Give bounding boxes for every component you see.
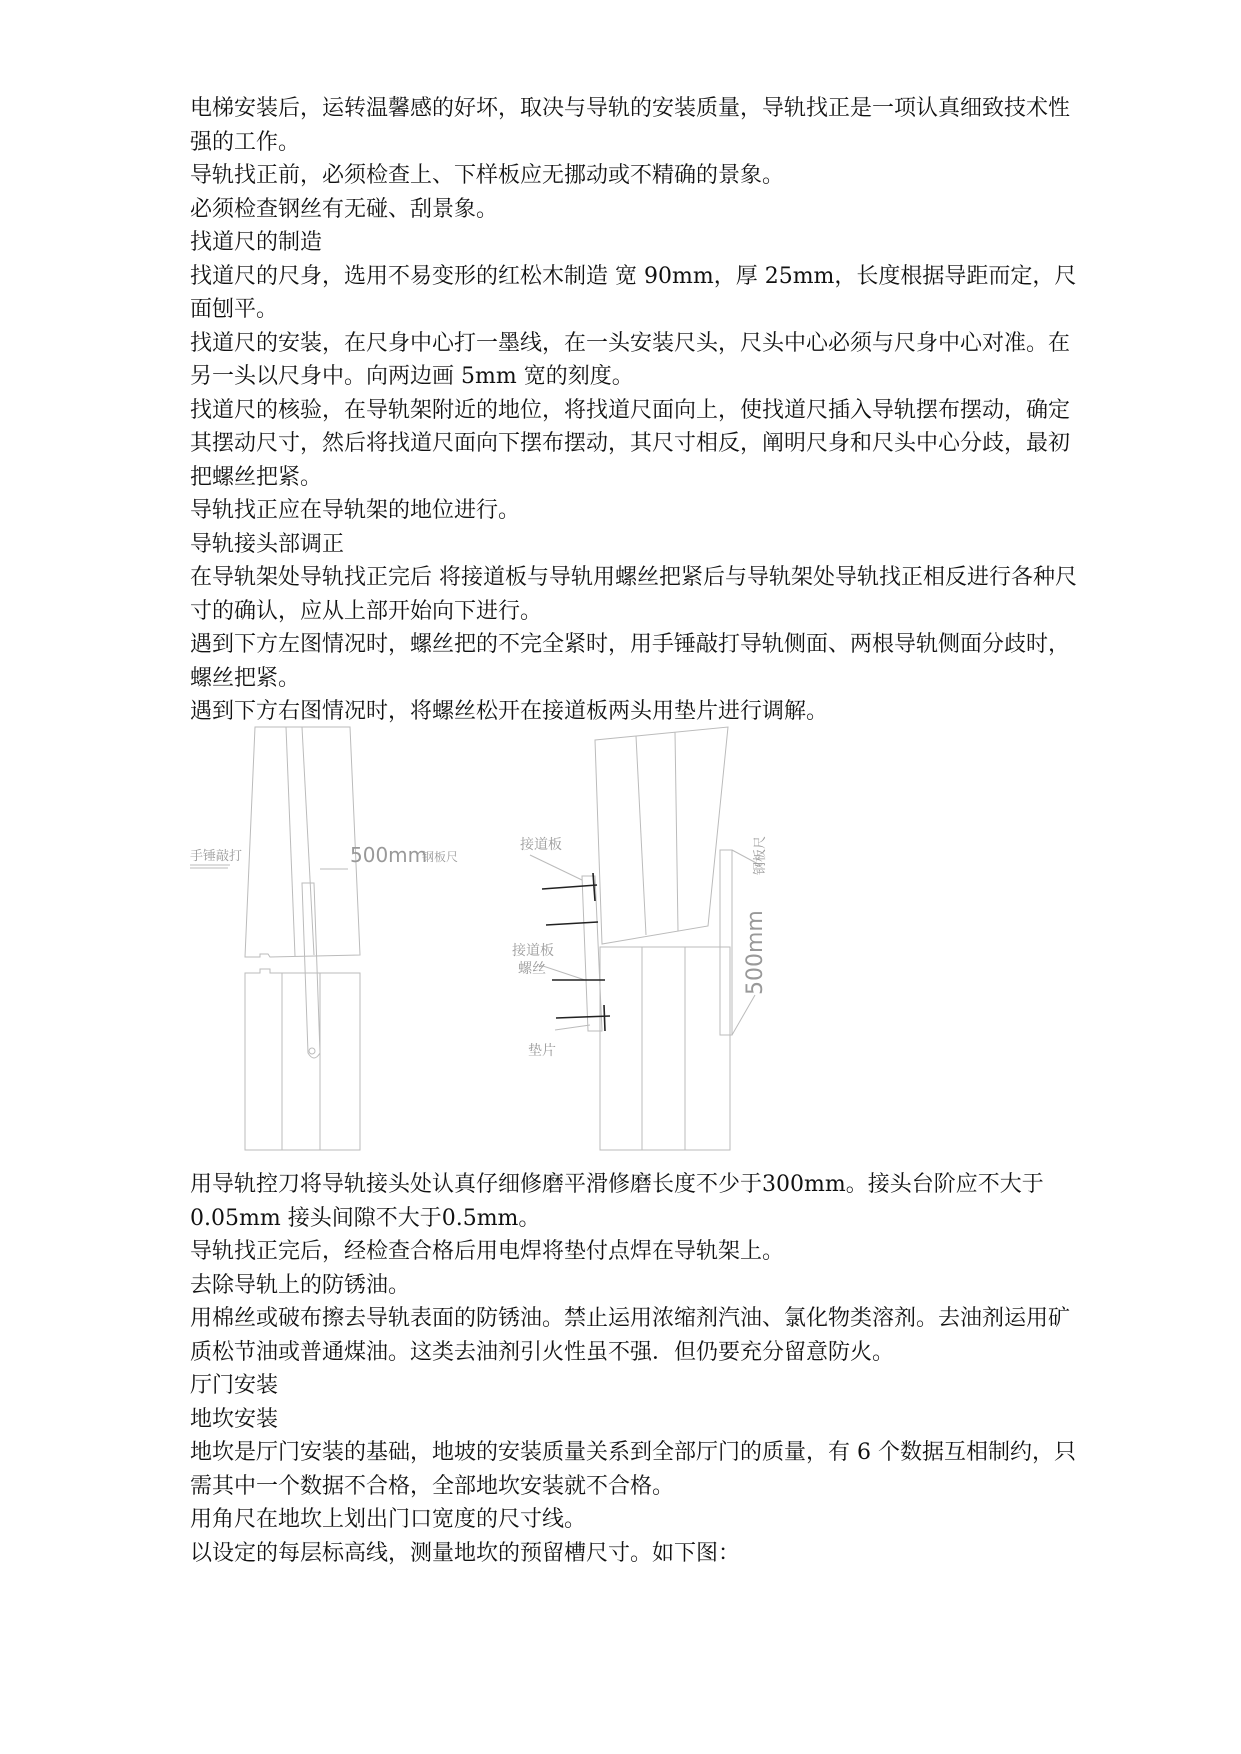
text-section-bottom [190,1168,1080,1570]
right-diagram [530,727,760,1150]
paragraph: 找道尺的核验，在导轨架附近的地位，将找道尺面向上，使找道尺插入导轨摆布摆动，确定其摆动尺寸，然后将找道尺面向下摆布摆动，其尺寸相反，阐明尺身和尺头中心分歧，最初把螺丝把紧。 [190,397,1071,490]
paragraph: 找道尺的尺身，选用不易变形的红松木制造 宽 90mm，厚 25mm，长度根据导距而定，尺面刨平。 [190,263,1077,322]
paragraph: 用角尺在地坎上划出门口宽度的尺寸线。 [190,1507,587,1532]
section-heading: 地坎安装 [190,1406,279,1432]
section-heading: 导轨接头部调正 [190,531,345,557]
paragraph: 必须检查钢丝有无碰、刮景象。 [190,196,499,222]
paragraph: 找道尺的安装，在尺身中心打一墨线，在一头安装尺头，尺头中心必须与尺身中心对准。在另一头以尺身中。向两边画 5mm 宽的刻度。 [190,330,1071,389]
rail-joint-diagram [190,725,1080,1165]
hammer-label: 手锤敲打 [190,849,243,864]
shim-label: 垫片 [528,1043,556,1059]
paragraph: 导轨找正完后，经检查合格后用电焊将垫付点焊在导轨架上。 [190,1239,785,1264]
right-ruler-name-label: 钢板尺 [753,835,768,875]
left-ruler-name-label: 钢板尺 [422,850,459,864]
paragraph: 遇到下方左图情况时，螺丝把的不完全紧时，用手锤敲打导轨侧面、两根导轨侧面分歧时，螺丝把紧。 [190,632,1071,691]
rail-joint-figure [190,725,1080,1165]
left-diagram [190,727,360,1150]
section-heading: 找道尺的制造 [190,230,323,255]
paragraph: 导轨找正应在导轨架的地位进行。 [190,498,521,523]
joint-plate-label: 接道板 [520,837,562,853]
paragraph: 遇到下方右图情况时，将螺丝松开在接道板两头用垫片进行调解。 [190,699,829,724]
paragraph: 电梯安装后，运转温馨感的好坏，取决与导轨的安装质量，导轨找正是一项认真细致技术性强的工作。 [190,96,1071,155]
section-heading: 去除导轨上的防锈油。 [190,1272,411,1298]
left-ruler-size-label: 500mm [350,843,428,867]
text-section-top [190,92,1080,729]
paragraph: 导轨找正前，必须检查上、下样板应无挪动或不精确的景象。 [190,163,785,188]
joint-plate-label-2: 接道板 [512,943,554,959]
right-ruler-size-label: 500mm [743,910,768,995]
paragraph: 用棉丝或破布擦去导轨表面的防锈油。禁止运用浓缩剂汽油、氯化物类溶剂。去油剂运用矿质松节油或普通煤油。这类去油剂引火性虽不强．但仍要充分留意防火。 [190,1306,1071,1365]
bolt-label: 螺丝 [518,961,546,977]
paragraph: 地坎是厅门安装的基础，地坡的安装质量关系到全部厅门的质量，有 6 个数据互相制约，只需其中一个数据不合格，全部地坎安装就不合格。 [190,1440,1076,1499]
section-heading: 厅门安装 [190,1373,279,1398]
paragraph: 以设定的每层标高线，测量地坎的预留槽尺寸。如下图： [190,1540,741,1566]
paragraph: 用导轨控刀将导轨接头处认真仔细修磨平滑修磨长度不少于300mm。接头台阶应不大于 0.05mm 接头间隙不大于0.5mm。 [190,1172,1044,1231]
paragraph: 在导轨架处导轨找正完后 将接道板与导轨用螺丝把紧后与导轨架处导轨找正相反进行各种尺寸的确认，应从上部开始向下进行。 [190,565,1077,624]
